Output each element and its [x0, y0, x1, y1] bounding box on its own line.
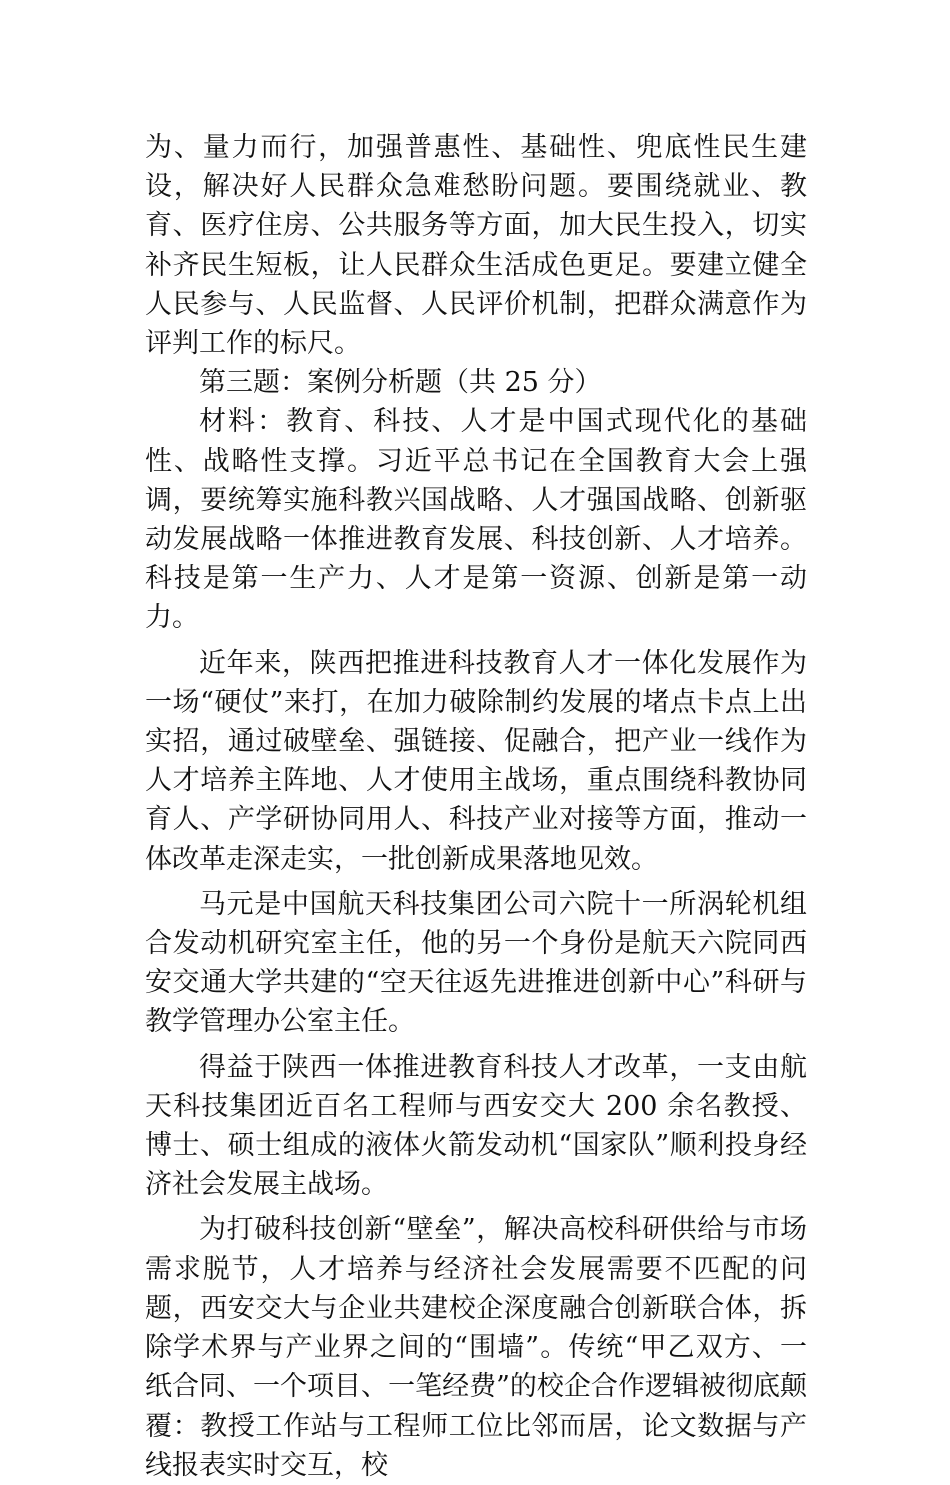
paragraph-material: 材料：教育、科技、人才是中国式现代化的基础性、战略性支撑。习近平总书记在全国教育大会上强调，要统筹实施科教兴国战略、人才强国战略、创新驱动发展战略一体推进教育发展、科技创新、人才培养。科技是第一生产力、人才是第一资源、创新是第一动力。 — [145, 406, 807, 634]
paragraph-mayuan: 马元是中国航天科技集团公司六院十一所涡轮机组合发动机研究室主任，他的另一个身份是航天六院同西安交通大学共建的“空天往返先进推进创新中心”科研与教学管理办公室主任。 — [145, 888, 807, 1038]
paragraph-national-team: 得益于陕西一体推进教育科技人才改革，一支由航天科技集团近百名工程师与西安交大 200 余名教授、博士、硕士组成的液体火箭发动机“国家队”顺利投身经济社会发展主战场。 — [145, 1051, 807, 1201]
question-heading: 第三题：案例分析题（共 25 分） — [199, 367, 602, 399]
paragraph-continuation: 为、量力而行，加强普惠性、基础性、兜底性民生建设，解决好人民群众急难愁盼问题。要围绕就业、教育、医疗住房、公共服务等方面，加大民生投入，切实补齐民生短板，让人民群众生活成色更足。要建立健全人民参与、人民监督、人民评价机制，把群众满意作为评判工作的标尺。 — [145, 132, 807, 360]
paragraph-shaanxi: 近年来，陕西把推进科技教育人才一体化发展作为一场“硬仗”来打，在加力破除制约发展的堵点卡点上出实招，通过破壁垒、强链接、促融合，把产业一线作为人才培养主阵地、人才使用主战场，重点围绕科教协同育人、产学研协同用人、科技产业对接等方面，推动一体改革走深走实，一批创新成果落地见效。 — [145, 647, 807, 875]
document-body — [145, 128, 807, 1485]
paragraph-barrier: 为打破科技创新“壁垒”，解决高校科研供给与市场需求脱节，人才培养与经济社会发展需要不匹配的问题，西安交大与企业共建校企深度融合创新联合体，拆除学术界与产业界之间的“围墙”。传统“甲乙双方、一纸合同、一个项目、一笔经费”的校企合作逻辑被彻底颠覆：教授工作站与工程师工位比邻而居，论文数据与产线报表实时交互，校 — [145, 1214, 807, 1481]
